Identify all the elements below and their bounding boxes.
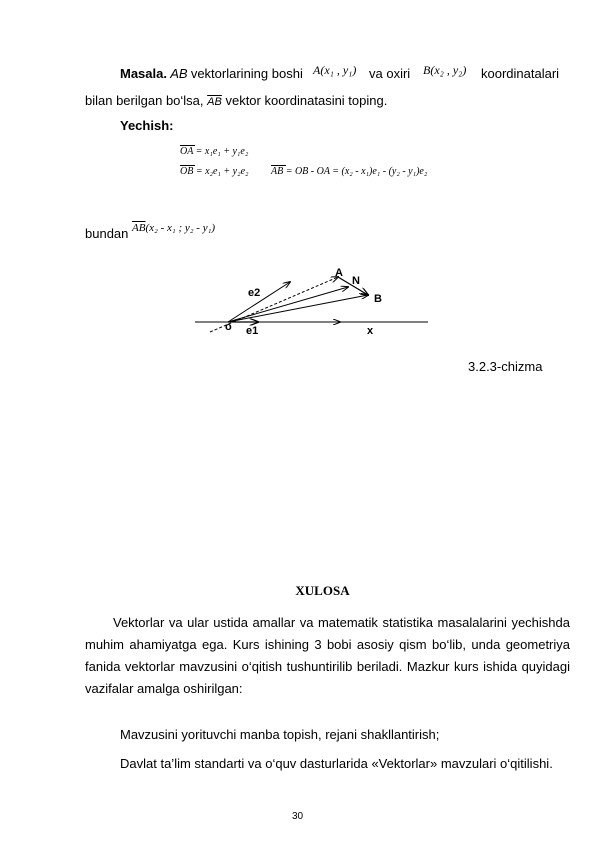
label-e2: e2 (248, 287, 261, 299)
point-b: B(x₂ , y₂) (423, 63, 467, 77)
bundan-label: bundan (85, 226, 129, 241)
problem-line-2-end: vektor koordinatasini toping. (225, 93, 388, 108)
bundan-coords: (x₂ - x₁ ; y₂ - y₁) (145, 222, 216, 234)
bundan-vector (132, 222, 215, 234)
conclusion-item-1: Mavzusini yorituvchi manba topish, rejani shakllantirish; (120, 727, 440, 742)
label-b: B (374, 293, 382, 305)
line2-vector: $\overline{AB}$ (207, 96, 222, 108)
overline-oa (180, 145, 195, 146)
page-number: 30 (291, 811, 304, 822)
formula-ab: AB = OB - OA = (x₂ - x₁)e₁ - (y₂ - y₁)e₂ (271, 166, 428, 177)
problem-label: Masala. (120, 66, 167, 81)
overline-ab (271, 165, 286, 166)
figure-caption: 3.2.3-chizma (468, 359, 543, 374)
conclusion-paragraph: Vektorlar va ular ustida amallar va matematik statistika masalalarini yechishda muhim ahamiyatga ega. Kurs ishining 3 bobi asosiy qism bo‘lib, unda geometriya fanida vektorlar mavzusini o‘qitish tushuntirilib beriladi. Mazkur kurs ishida quyidagi vazifalar amalga oshirilgan: (85, 615, 570, 696)
label-e1: e1 (246, 325, 259, 337)
vector-ab: AB (170, 66, 188, 81)
problem-text: vektorlarining boshi (190, 66, 303, 81)
solution-label: Yechish: (120, 118, 174, 133)
label-x: x (367, 325, 374, 337)
conclusion-item-2: Davlat ta’lim standarti va o‘quv dasturlarida «Vektorlar» mavzulari o‘qitilishi. (120, 756, 553, 771)
on-vector (228, 287, 348, 322)
label-o: o (225, 321, 232, 333)
problem-va: va oxiri (369, 66, 411, 81)
label-n: N (352, 275, 360, 287)
overline-ob (180, 165, 195, 166)
bundan-vec: $\overline{AB}$ (132, 222, 146, 234)
formula-ob: OB = x₂e₁ + y₂e₂ (180, 166, 249, 177)
formula-oa: OA = x₁e₁ + y₁e₂ (180, 146, 249, 157)
label-a: A (335, 267, 343, 279)
point-a: A(x₁ , y₁) (313, 63, 357, 77)
problem-line-2 (85, 93, 387, 110)
conclusion-heading: XULOSA (295, 583, 350, 598)
vector-figure (190, 262, 440, 342)
problem-line-1 (120, 66, 303, 82)
problem-text-2: koordinatalari (481, 66, 560, 81)
problem-line-2-text: bilan berilgan bo‘lsa, (85, 93, 204, 108)
